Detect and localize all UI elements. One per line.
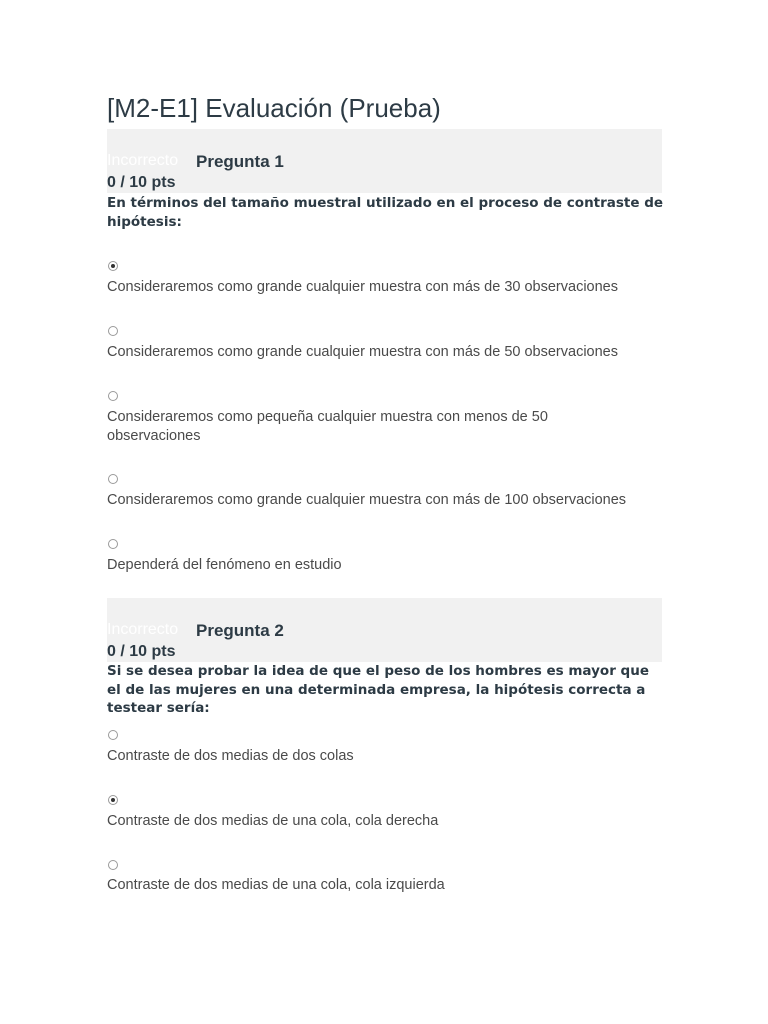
question-name: Pregunta 2 (196, 621, 284, 640)
answer-radio[interactable] (108, 730, 118, 740)
question-status: Incorrecto (107, 152, 179, 169)
question-points: 0 / 10 pts (107, 643, 176, 660)
answer-radio[interactable] (108, 860, 118, 870)
answer-text: Consideraremos como grande cualquier muestra con más de 30 observaciones (107, 279, 618, 295)
answer-radio[interactable] (108, 391, 118, 401)
question-2-header (107, 598, 662, 662)
answer-text: Consideraremos como grande cualquier muestra con más de 100 observaciones (107, 492, 627, 508)
question-name: Pregunta 1 (196, 152, 284, 171)
answer-radio[interactable] (108, 474, 118, 484)
answer-text: Contraste de dos medias de una cola, cola derecha (107, 813, 439, 829)
question-status: Incorrecto (107, 621, 179, 638)
question-1-text: En términos del tamaño muestral utilizado en el proceso de contraste de hipótesis: (107, 195, 664, 230)
question-points: 0 / 10 pts (107, 174, 176, 191)
answer-text: Contraste de dos medias de una cola, cola izquierda (107, 877, 445, 893)
answer-text: Consideraremos como grande cualquier muestra con más de 50 observaciones (107, 344, 618, 360)
page-title: [M2-E1] Evaluación (Prueba) (107, 93, 441, 123)
question-1-header (107, 129, 662, 193)
answer-text: Dependerá del fenómeno en estudio (107, 557, 342, 573)
answer-radio[interactable] (108, 261, 118, 271)
answer-text: Consideraremos como pequeña cualquier muestra con menos de 50 observaciones (107, 409, 548, 444)
answer-radio[interactable] (108, 539, 118, 549)
answer-text: Contraste de dos medias de dos colas (107, 748, 354, 764)
answer-radio[interactable] (108, 795, 118, 805)
question-2-text: Si se desea probar la idea de que el peso de los hombres es mayor que el de las mujeres en una determinada empresa, la hipótesis correcta a testear sería: (107, 663, 649, 716)
answer-radio[interactable] (108, 326, 118, 336)
